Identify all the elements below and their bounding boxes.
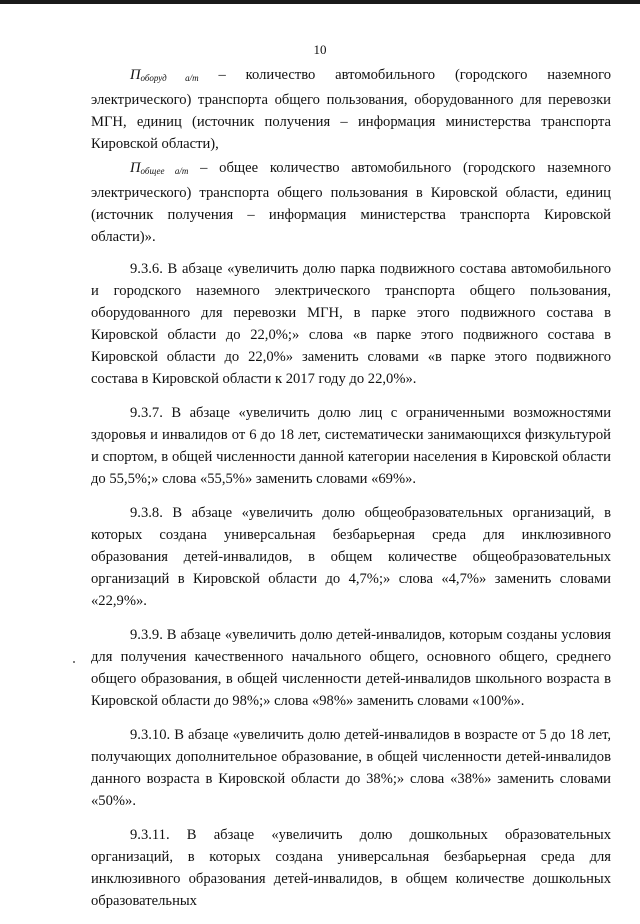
definition-total-transport <box>91 157 611 248</box>
paragraph-9-3-8: 9.3.8. В абзаце «увеличить долю общеобразовательных организаций, в которых создана универсальная безбарьерная среда для инклюзивного образования детей-инвалидов, в общем количестве общеобразовательных организаций в Кировской области до 4,7%;» слова «4,7%» заменить словами «22,9%». <box>91 505 611 609</box>
scan-speck <box>73 661 75 663</box>
formula-subscript: общее а/т <box>140 166 189 176</box>
definition-equipped-transport <box>91 64 611 155</box>
paragraph-9-3-10: 9.3.10. В абзаце «увеличить долю детей-инвалидов в возрасте от 5 до 18 лет, получающих дополнительное образование, в общей численности детей-инвалидов данного возраста в Кировской области до 38%;» слова «38%» заменить словами «50%». <box>91 727 611 809</box>
definition-text: – общее количество автомобильного (городского наземного электрического) транспорта общего пользования в Кировской области, единиц (источник получения – информация министерства транспорта Кировской области)». <box>91 160 612 245</box>
formula-subscript: оборуд а/т <box>140 73 199 83</box>
document-body <box>91 64 611 924</box>
paragraph-9-3-9: 9.3.9. В абзаце «увеличить долю детей-инвалидов, которым созданы условия для получения качественного начального общего, основного общего, среднего общего образования, в общей численности детей-инвалидов школьного возраста в Кировской области до 98%;» слова «98%» заменить словами «100%». <box>91 627 611 709</box>
paragraph-9-3-7: 9.3.7. В абзаце «увеличить долю лиц с ограниченными возможностями здоровья и инвалидов от 6 до 18 лет, систематически занимающихся физкультурой и спортом, в общей численности данной категории населения в Кировской области до 55,5%;» слова «55,5%» заменить словами «69%». <box>91 405 611 487</box>
formula-symbol: $П_{оборуд а/т}$ <box>130 67 199 83</box>
definition-text: – количество автомобильного (городского наземного электрического) транспорта общего пользования, оборудованного для перевозки МГН, единиц (источник получения – информация министерства транспорта Кировской области), <box>91 67 611 152</box>
paragraph-9-3-6: 9.3.6. В абзаце «увеличить долю парка подвижного состава автомобильного и городского наземного электрического транспорта общего пользования, оборудованного для перевозки МГН, в парке этого подвижного состава в Кировской области до 22,0%;» слова «в парке этого подвижного состава в Кировской области до 22,0%» заменить словами «в парке этого подвижного состава в Кировской области к 2017 году до 22,0%». <box>91 261 611 387</box>
page-number: 10 <box>313 42 327 57</box>
formula-symbol: $П_{общее а/т}$ <box>130 160 189 176</box>
paragraph-9-3-11: 9.3.11. В абзаце «увеличить долю дошкольных образовательных организаций, в которых создана универсальная безбарьерная среда для инклюзивного образования детей-инвалидов, в общем количестве дошкольных образовательных <box>91 827 611 909</box>
page-top-border <box>0 0 640 4</box>
